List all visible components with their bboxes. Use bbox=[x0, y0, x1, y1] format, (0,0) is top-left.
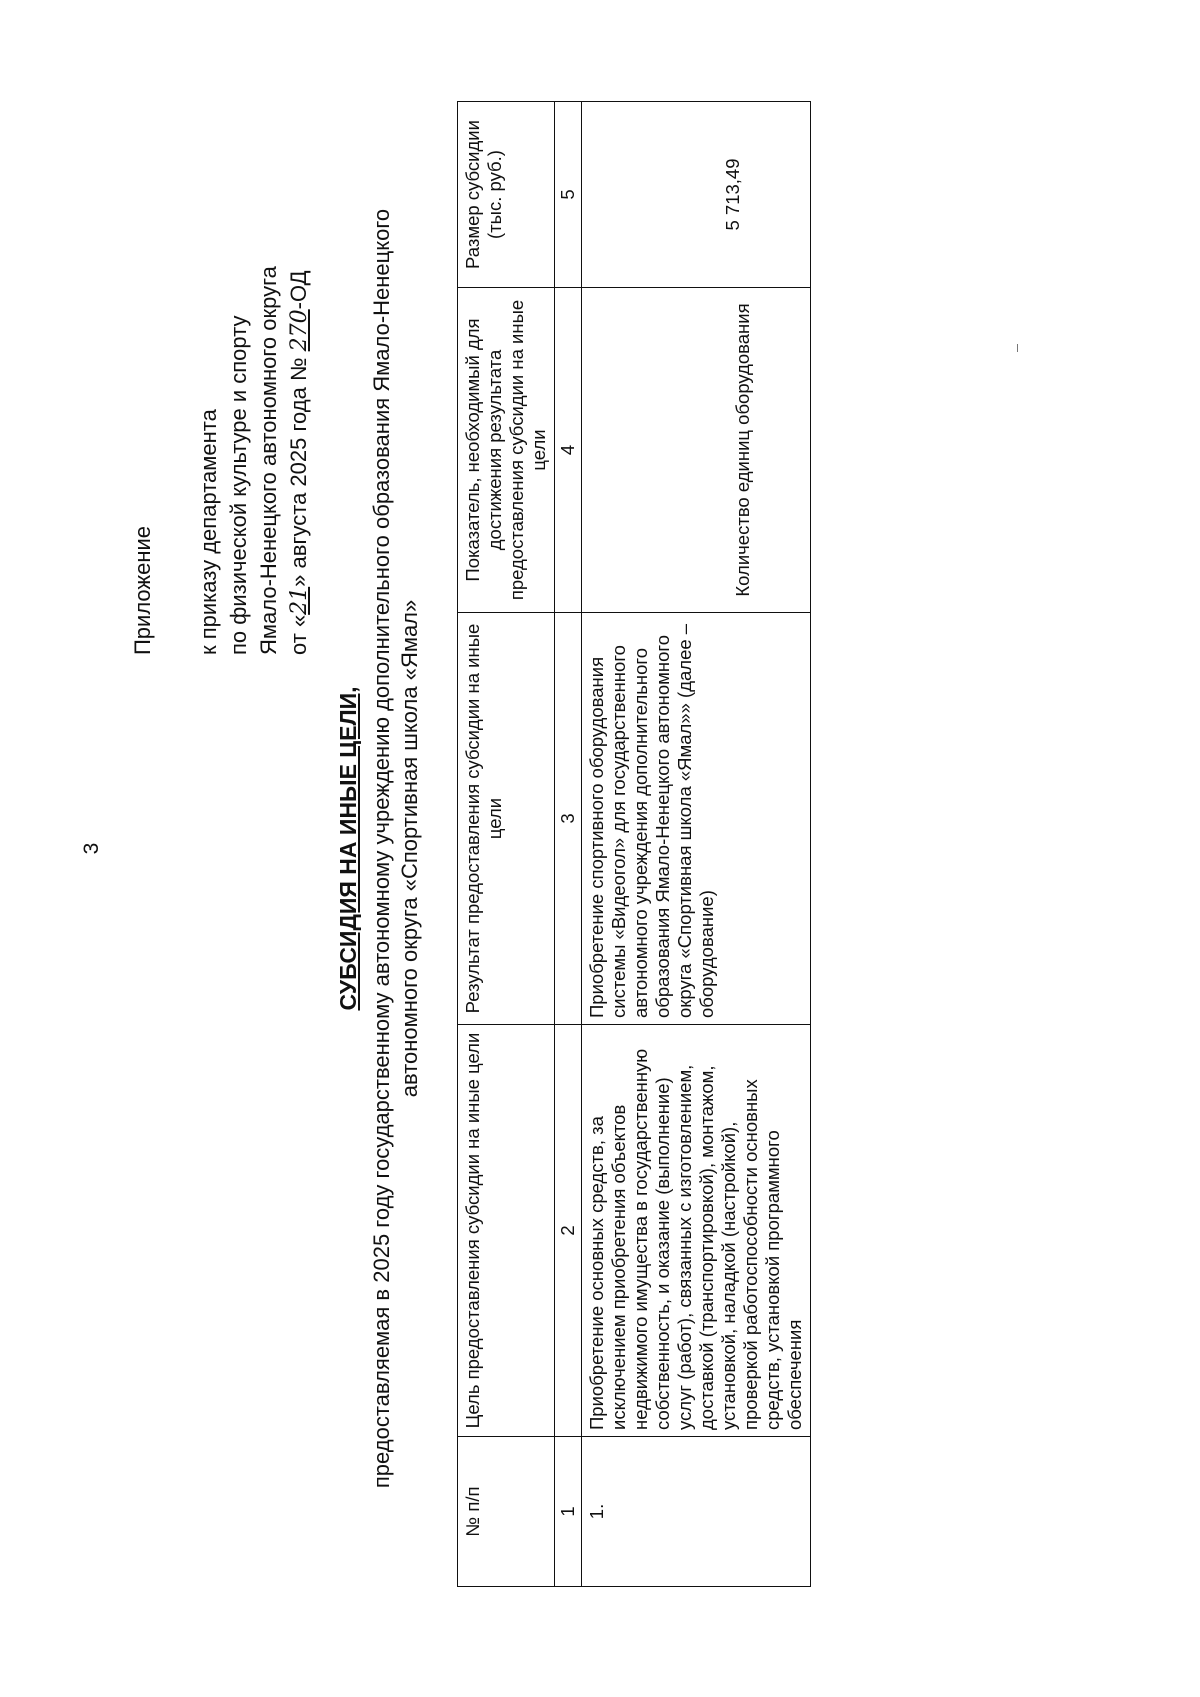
subsidy-table bbox=[457, 101, 811, 1587]
column-number: 2 bbox=[555, 1025, 582, 1437]
scan-speck bbox=[1017, 344, 1018, 352]
header-result: Результат предоставления субсидии на иные цели bbox=[458, 613, 555, 1025]
row-result: Приобретение спортивного оборудования системы «Видеогол» для государственного автономного учреждения дополнительного образования Ямало-Ненецкого автономного округа «Спортивная школа «Ямал»» (далее – оборудование) bbox=[582, 613, 811, 1025]
row-amount: 5 713,49 bbox=[582, 102, 811, 288]
row-indicator: Количество единиц оборудования bbox=[582, 288, 811, 613]
appendix-line: Ямало-Ненецкого автономного округа bbox=[256, 266, 281, 655]
handwritten-order-number: 270 bbox=[287, 309, 312, 352]
order-suffix: -ОД bbox=[286, 270, 311, 310]
column-number: 4 bbox=[555, 288, 582, 613]
appendix-date-line bbox=[284, 175, 315, 655]
document-heading bbox=[332, 0, 424, 1697]
handwritten-day: 21 bbox=[287, 586, 312, 615]
appendix-line: к приказу департамента bbox=[196, 409, 221, 655]
date-middle: » августа 2025 года № bbox=[286, 357, 311, 587]
document-title: СУБСИДИЯ НА ИНЫЕ ЦЕЛИ, bbox=[335, 686, 361, 1011]
column-number: 1 bbox=[555, 1437, 582, 1587]
appendix-line: по физической культуре и спорту bbox=[226, 315, 251, 655]
appendix-title: Приложение bbox=[130, 525, 155, 655]
header-indicator: Показатель, необходимый для достижения результата предоставления субсидии на иные цели bbox=[458, 288, 555, 613]
column-number-row bbox=[555, 102, 582, 1587]
header-goal: Цель предоставления субсидии на иные цели bbox=[458, 1025, 555, 1437]
appendix-block bbox=[128, 175, 315, 655]
page-number: 3 bbox=[80, 842, 103, 855]
column-number: 3 bbox=[555, 613, 582, 1025]
row-number: 1. bbox=[582, 1437, 811, 1587]
row-goal: Приобретение основных средств, за исключением приобретения объектов недвижимого имущества в государственную собственность, и оказание (выполнение) услуг (работ), связанных с изготовлением, доставкой (транспортировкой), монтажом, установкой, наладкой (настройкой), проверкой работоспособности основных средств, установкой программного обеспечения bbox=[582, 1025, 811, 1437]
header-amount: Размер субсидии (тыс. руб.) bbox=[458, 102, 555, 288]
table-header-row bbox=[458, 102, 555, 1587]
header-num: № п/п bbox=[458, 1437, 555, 1587]
date-prefix: от « bbox=[286, 614, 311, 655]
column-number: 5 bbox=[555, 102, 582, 288]
table-row bbox=[582, 102, 811, 1587]
document-subtitle: предоставляемая в 2025 году государственному автономному учреждению дополнительного образования Ямало-Ненецкого автономного округа «Спортивная школа «Ямал» bbox=[369, 208, 422, 1489]
